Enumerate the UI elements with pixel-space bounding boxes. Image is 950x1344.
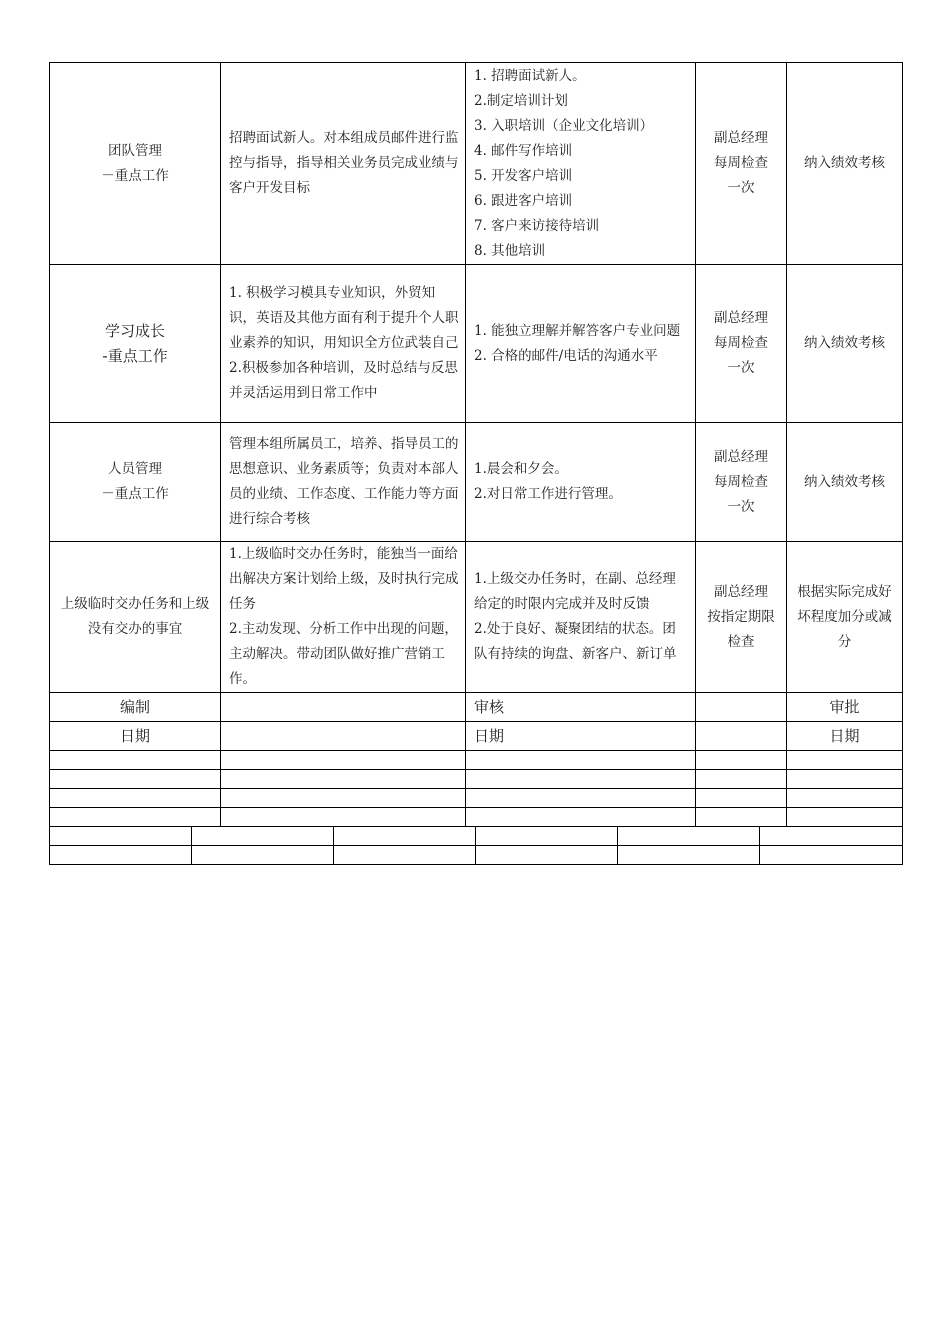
blank-grid <box>49 826 903 865</box>
blank-cell <box>50 770 221 789</box>
checker-cell: 副总经理 每周检查 一次 <box>696 63 787 265</box>
assessment-cell: 纳入绩效考核 <box>787 265 903 423</box>
table-row <box>50 265 903 423</box>
date-row <box>50 722 903 751</box>
standards-cell: 1.上级交办任务时，在副、总经理给定的时限内完成并及时反馈 2.处于良好、凝聚团结的状态。团队有持续的询盘、新客户、新订单 <box>466 542 696 693</box>
blank-cell <box>696 789 787 808</box>
blank-cell <box>192 846 334 865</box>
blank-cell <box>787 789 903 808</box>
blank-cell <box>618 846 760 865</box>
blank-cell <box>334 827 476 846</box>
standards-cell: 1.晨会和夕会。 2.对日常工作进行管理。 <box>466 423 696 542</box>
blank-cell <box>50 846 192 865</box>
review-label: 审核 <box>466 693 696 722</box>
content-cell: 管理本组所属员工，培养、指导员工的思想意识、业务素质等；负责对本部人员的业绩、工作态度、工作能力等方面进行综合考核 <box>221 423 466 542</box>
blank-cell <box>466 808 696 827</box>
category-cell: 团队管理 －重点工作 <box>50 63 221 265</box>
blank-cell <box>787 770 903 789</box>
blank-row <box>50 751 903 770</box>
blank-cell <box>618 827 760 846</box>
blank-cell <box>466 751 696 770</box>
performance-table <box>49 62 903 827</box>
blank-cell <box>221 789 466 808</box>
blank-row <box>50 827 903 846</box>
blank-cell <box>50 827 192 846</box>
blank-cell <box>221 808 466 827</box>
blank-cell <box>476 846 618 865</box>
blank-cell <box>221 770 466 789</box>
review-field[interactable] <box>696 693 787 722</box>
category-cell: 学习成长 -重点工作 <box>50 265 221 423</box>
blank-cell <box>760 846 903 865</box>
blank-row <box>50 770 903 789</box>
checker-cell: 副总经理 每周检查 一次 <box>696 265 787 423</box>
standards-cell: 1. 能独立理解并解答客户专业问题 2. 合格的邮件/电话的沟通水平 <box>466 265 696 423</box>
blank-cell <box>466 770 696 789</box>
table-row <box>50 423 903 542</box>
category-cell: 上级临时交办任务和上级没有交办的事宜 <box>50 542 221 693</box>
blank-row <box>50 846 903 865</box>
assessment-cell: 根据实际完成好坏程度加分或减分 <box>787 542 903 693</box>
checker-cell: 副总经理 每周检查 一次 <box>696 423 787 542</box>
prepared-field[interactable] <box>221 693 466 722</box>
blank-cell <box>50 808 221 827</box>
blank-cell <box>466 789 696 808</box>
signature-row <box>50 693 903 722</box>
blank-cell <box>476 827 618 846</box>
table-row <box>50 542 903 693</box>
assessment-cell: 纳入绩效考核 <box>787 63 903 265</box>
prepared-label: 编制 <box>50 693 221 722</box>
blank-cell <box>696 751 787 770</box>
content-cell: 1.上级临时交办任务时，能独当一面给出解决方案计划给上级，及时执行完成任务 2.主动发现、分析工作中出现的问题，主动解决。带动团队做好推广营销工作。 <box>221 542 466 693</box>
date-label: 日期 <box>466 722 696 751</box>
content-cell: 1. 积极学习模具专业知识，外贸知识，英语及其他方面有利于提升个人职业素养的知识，用知识全方位武装自己 2.积极参加各种培训，及时总结与反思并灵活运用到日常工作中 <box>221 265 466 423</box>
date-label: 日期 <box>787 722 903 751</box>
blank-row <box>50 808 903 827</box>
blank-cell <box>221 751 466 770</box>
blank-cell <box>50 789 221 808</box>
blank-row <box>50 789 903 808</box>
checker-cell: 副总经理 按指定期限 检查 <box>696 542 787 693</box>
blank-cell <box>696 808 787 827</box>
blank-cell <box>192 827 334 846</box>
assessment-cell: 纳入绩效考核 <box>787 423 903 542</box>
blank-cell <box>760 827 903 846</box>
blank-cell <box>787 808 903 827</box>
standards-cell: 1. 招聘面试新人。 2.制定培训计划 3. 入职培训（企业文化培训） 4. 邮件写作培训 5. 开发客户培训 6. 跟进客户培训 7. 客户来访接待培训 8. 其他培训 <box>466 63 696 265</box>
blank-cell <box>696 770 787 789</box>
date-field[interactable] <box>696 722 787 751</box>
date-field[interactable] <box>221 722 466 751</box>
content-cell: 招聘面试新人。对本组成员邮件进行监控与指导，指导相关业务员完成业绩与客户开发目标 <box>221 63 466 265</box>
blank-cell <box>50 751 221 770</box>
category-cell: 人员管理 －重点工作 <box>50 423 221 542</box>
date-label: 日期 <box>50 722 221 751</box>
approve-label: 审批 <box>787 693 903 722</box>
blank-cell <box>787 751 903 770</box>
blank-cell <box>334 846 476 865</box>
table-row <box>50 63 903 265</box>
